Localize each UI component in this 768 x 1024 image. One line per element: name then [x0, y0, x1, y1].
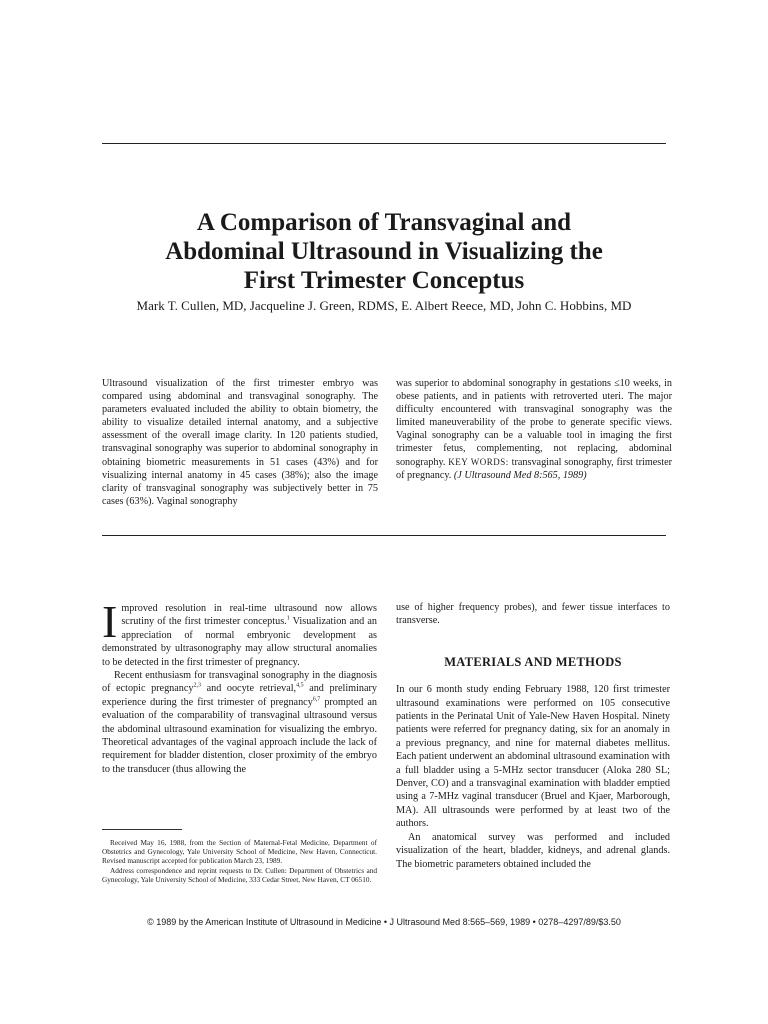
- top-rule: [102, 143, 666, 144]
- p2-text-c: and preliminary experience during the first trimester of pregnancy: [102, 683, 378, 708]
- body-paragraph-2: [102, 669, 377, 776]
- copyright-footer: © 1989 by the American Institute of Ultrasound in Medicine • J Ultrasound Med 8:565–569, 1989 • 0278–4297/89/$3.50: [147, 917, 621, 927]
- intro-text-a: mproved resolution in real-time ultrasound now allows scrutiny of the first trimester conceptus.: [121, 603, 377, 628]
- abstract-divider: [102, 535, 666, 536]
- ref-sup: 2,3: [193, 683, 201, 690]
- ref-sup: 1: [286, 616, 290, 623]
- intro-paragraph: [102, 596, 378, 669]
- article-title: [102, 208, 666, 295]
- abstract-citation: (J Ultrasound Med 8:565, 1989): [453, 469, 587, 481]
- title-line-1: A Comparison of Transvaginal and: [196, 209, 572, 236]
- keywords-label: KEY WORDS:: [448, 456, 509, 467]
- abstract-right-column: [396, 377, 672, 482]
- keywords: transvaginal sonography, first trimester of pregnancy.: [396, 456, 672, 481]
- ref-sup: 6,7: [312, 696, 321, 703]
- abstract-left-column: Ultrasound visualization of the first trimester embryo was compared using abdominal and transvaginal sonography. The parameters evaluated included the ability to obtain biometry, the ability to visualize detailed internal anatomy, and a subjective assessment of the overall image clarity. In 120 patients studied, transvaginal sonography was superior to abdominal sonography in obtaining biometric measurements in 51 cases (43%) and for visualizing internal anatomy in 45 cases (38%); also the image clarity of transvaginal sonography was subjectively better in 75 cases (63%). Vaginal sonography: [102, 378, 378, 507]
- p2-text-b: and oocyte retrieval,: [201, 683, 297, 695]
- section-heading: MATERIALS AND METHODS: [444, 654, 622, 669]
- title-line-2: Abdominal Ultrasound in Visualizing the: [165, 238, 603, 265]
- author-list: Mark T. Cullen, MD, Jacqueline J. Green, RDMS, E. Albert Reece, MD, John C. Hobbins, MD: [136, 298, 632, 313]
- body-right-column: [396, 601, 670, 871]
- footnotes: [102, 838, 377, 884]
- footnote-address: Address correspondence and reprint requests to Dr. Cullen: Department of Obstetrics and Gynecology, Yale University School of Medicine, 333 Cedar Street, New Haven, CT 06510.: [102, 865, 377, 884]
- p2-text-a: Recent enthusiasm for transvaginal sonography in the diagnosis of ectopic pregnancy: [102, 670, 377, 695]
- right-paragraph-1: use of higher frequency probes), and fewer tissue interfaces to transverse.: [396, 602, 670, 627]
- abstract-right-text: was superior to abdominal sonography in gestations ≤10 weeks, in obese patients, and in patients with retroverted uteri. The major difficulty encountered with transvaginal sonography was the limited maneuverability of the probe to generate specific views. Vaginal sonography can be a valuable tool in imaging the first trimester fetus, complementing, not replacing, abdominal sonography.: [396, 378, 672, 468]
- body-left-column: [102, 596, 378, 776]
- right-paragraph-2: In our 6 month study ending February 1988, 120 first trimester ultrasound examinations were performed on 105 consecutive patients in the Perinatal Unit of Yale-New Haven Hospital. Ninety patients were referred for pregnancy dating, six for an anomaly in a previous pregnancy, and nine for maternal diabetes mellitus. Each patient underwent an abdominal ultrasound examination with a full bladder using a 5-MHz sector transducer (Aloka 280 SL; Denver, CO) and a transvaginal examination with bladder emptied using a 7-MHz vaginal transducer (Bruel and Kjaer, Marborough, MA). All ultrasounds were performed by at least two of the authors.: [396, 684, 670, 830]
- drop-cap: I: [102, 596, 118, 647]
- footnote-rule: [102, 829, 182, 830]
- title-line-3: First Trimester Conceptus: [243, 267, 525, 294]
- footnote-received: Received May 16, 1988, from the Section of Maternal-Fetal Medicine, Department of Obstetrics and Gynecology, Yale University School of Medicine, New Haven, Connecticut. Revised manuscript accepted for publication March 23, 1989.: [102, 838, 377, 866]
- p2-text-d: prompted an evaluation of the comparability of transvaginal ultrasound versus the abdominal ultrasound examination for visualizing the embryo. Theoretical advantages of the vaginal approach include the lack of requirement for bladder distention, closer proximity of the embryo to the transducer (thus allowing the: [102, 696, 377, 775]
- right-paragraph-3: An anatomical survey was performed and included visualization of the heart, bladder, kidneys, and adrenal glands. The biometric parameters obtained included the: [396, 831, 670, 870]
- intro-text-b: Visualization and an appreciation of normal embryonic development as demonstrated by ultrasonography may allow structural anomalies to be detected in the first trimester of pregnancy.: [102, 616, 378, 668]
- ref-sup: 4,5: [296, 683, 304, 690]
